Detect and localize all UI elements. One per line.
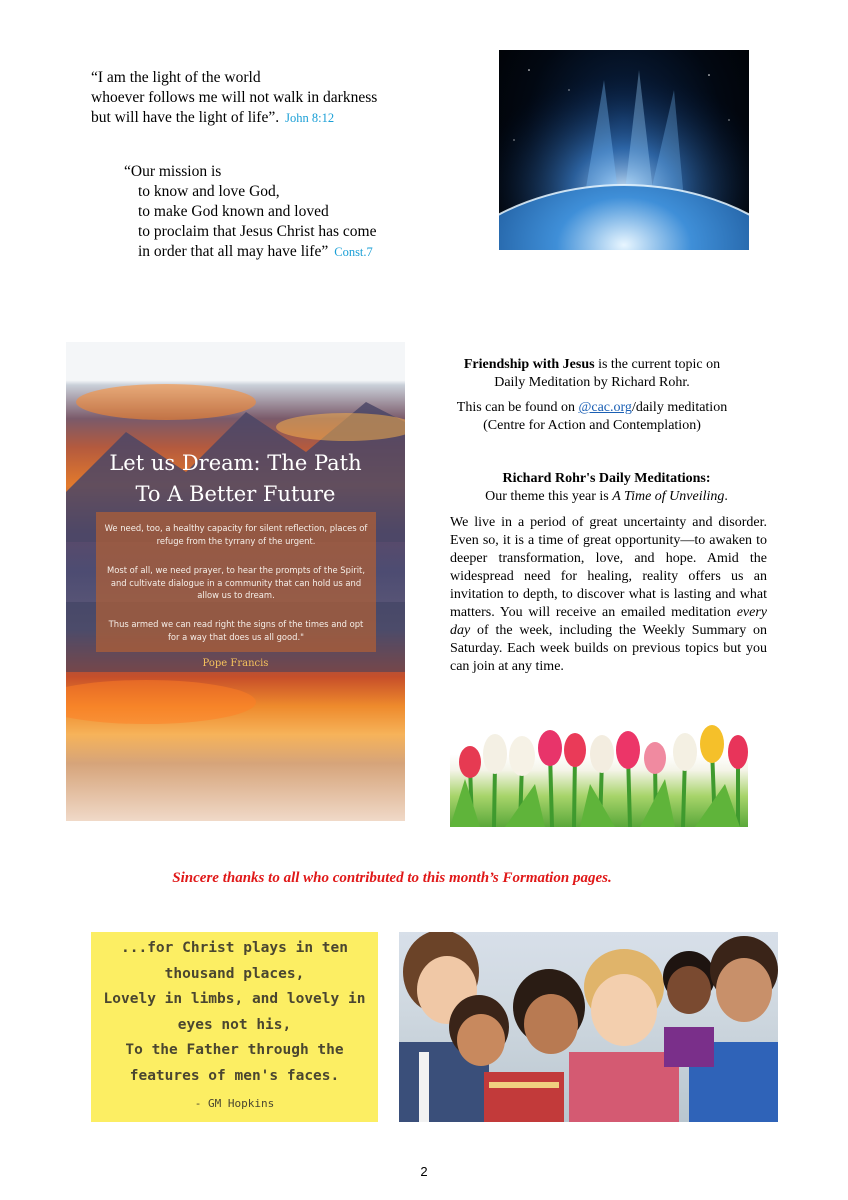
thanks-message: Sincere thanks to all who contributed to this month’s Formation pages.	[172, 870, 612, 886]
friendship-blurb: Friendship with Jesus is the current topic on Daily Meditation by Richard Rohr.	[463, 357, 721, 390]
quote-line: “I am the light of the world	[91, 69, 261, 86]
quote-line: to know and love God,	[138, 183, 280, 200]
mission-quote	[124, 162, 454, 262]
hopkins-line: ...for Christ plays in ten	[121, 940, 348, 956]
poster-signature: Pope Francis	[202, 658, 269, 669]
poster-paragraph: Most of all, we need prayer, to hear the prompts of the Spirit, and cultivate dialogue in a community that can hold us and allow us to dream.	[106, 565, 365, 600]
children-illustration	[399, 932, 778, 1122]
quote-citation: Const.7	[334, 245, 373, 259]
tulips-image	[450, 724, 748, 827]
hopkins-signature: - GM Hopkins	[194, 1097, 275, 1110]
john-quote	[91, 68, 491, 128]
earth-image	[499, 50, 749, 250]
meditation-description: We live in a period of great uncertainty and disorder. Even so, it is a time of great opportunity—to awaken to deeper transformation, love, and hope. Amid the widespread need for healing, reality offers us an invitation to depth, to discover what is lasting and what matters. You will receive an emailed meditation every day of the week, including the Weekly Summary on Saturday. Each week builds on previous topics but you can join at any time.	[450, 515, 767, 674]
poster-title: Let us Dream: The Path To A Better Future	[109, 451, 362, 506]
poster-paragraph: We need, too, a healthy capacity for silent reflection, places of refuge from the tyrrany of the urgent.	[104, 523, 368, 546]
hopkins-line: Lovely in limbs, and lovely in	[103, 991, 366, 1007]
quote-line: but will have the light of life”. John 8:12	[91, 109, 335, 126]
page-number: 2	[420, 1164, 428, 1179]
hopkins-line: thousand places,	[164, 966, 305, 982]
quote-line: “Our mission is	[124, 163, 222, 180]
quote-line: in order that all may have life” Const.7	[138, 243, 373, 260]
quote-line: whoever follows me will not walk in darkness	[91, 89, 378, 106]
poster-paragraph: Thus armed we can read right the signs of the times and opt for a way that does us all good."	[108, 619, 364, 642]
friendship-title: Friendship with Jesus	[463, 357, 595, 372]
rohr-heading: Richard Rohr's Daily Meditations:	[502, 471, 711, 486]
rohr-heading-block: Richard Rohr's Daily Meditations: Our theme this year is A Time of Unveiling.	[446, 470, 767, 506]
hopkins-quote-card	[91, 932, 378, 1122]
let-us-dream-poster	[66, 342, 405, 821]
cac-link[interactable]: @cac.org	[578, 400, 632, 415]
hopkins-line: To the Father through the	[125, 1042, 344, 1058]
hopkins-line: features of men's faces.	[129, 1068, 340, 1084]
quote-line: to proclaim that Jesus Christ has come	[138, 223, 377, 240]
quote-citation: John 8:12	[285, 111, 335, 125]
tulips-illustration	[450, 724, 748, 827]
children-photo	[399, 932, 778, 1122]
theme-title: A Time of Unveiling	[612, 489, 725, 504]
hopkins-line: eyes not his,	[177, 1017, 292, 1033]
cac-blurb: This can be found on @cac.org/daily meditation (Centre for Action and Contemplation)	[456, 400, 728, 433]
earth-illustration	[499, 50, 749, 250]
quote-line: to make God known and loved	[138, 203, 329, 220]
